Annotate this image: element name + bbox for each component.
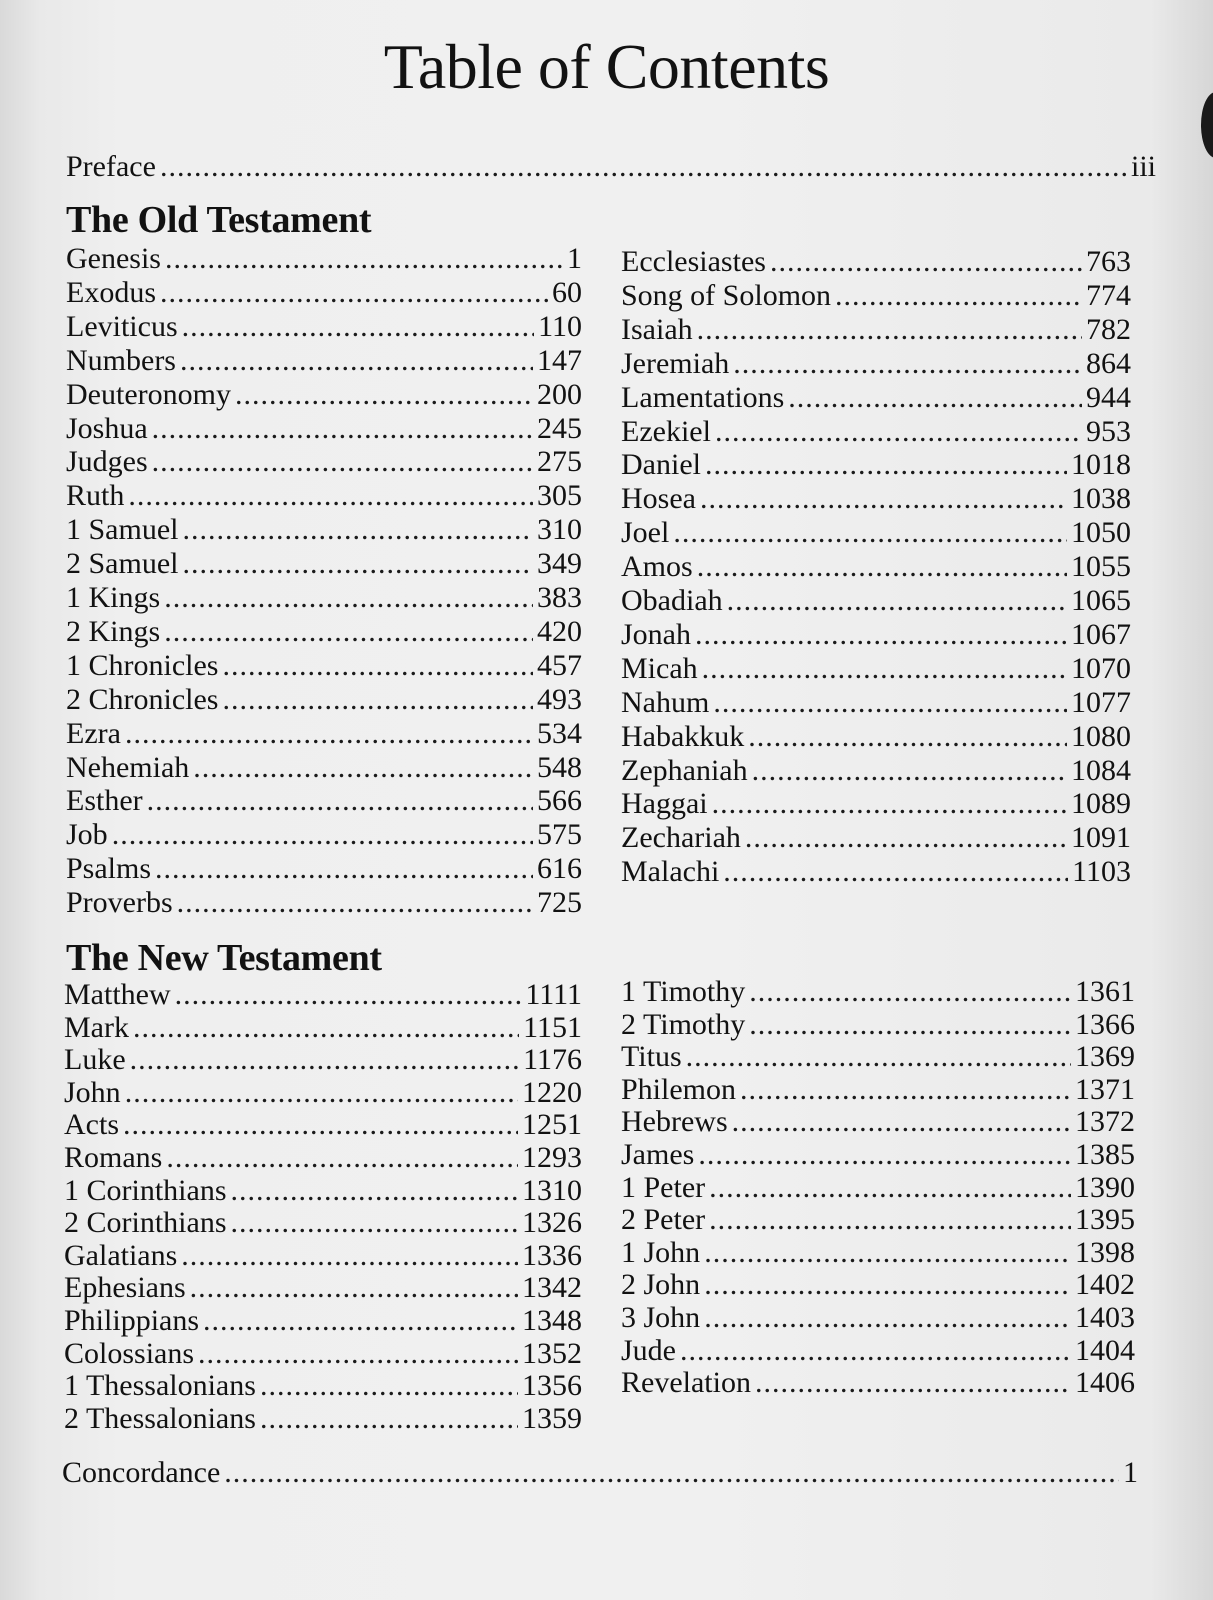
entry-name: Luke bbox=[64, 1043, 126, 1077]
dot-leader bbox=[128, 479, 533, 513]
entry-name: 1 Thessalonians bbox=[64, 1369, 256, 1403]
toc-entry bbox=[66, 547, 582, 581]
entry-name: Acts bbox=[64, 1108, 119, 1142]
dot-leader bbox=[133, 1011, 519, 1045]
toc-entry bbox=[64, 1174, 582, 1208]
toc-entry bbox=[621, 516, 1131, 550]
entry-page: 1111 bbox=[525, 978, 582, 1011]
toc-entry bbox=[66, 649, 582, 683]
entry-name: Zechariah bbox=[621, 821, 741, 855]
entry-name: Nehemiah bbox=[66, 750, 190, 784]
entry-page: 1050 bbox=[1071, 516, 1131, 550]
dot-leader bbox=[165, 242, 563, 276]
entry-page: 349 bbox=[537, 547, 582, 581]
dot-leader bbox=[745, 821, 1067, 855]
entry-name: 1 Peter bbox=[621, 1170, 706, 1204]
dot-leader bbox=[231, 1174, 519, 1208]
toc-entry bbox=[621, 1040, 1135, 1074]
dot-leader bbox=[704, 1268, 1071, 1302]
toc-entry bbox=[64, 1043, 582, 1077]
toc-entry bbox=[621, 245, 1131, 279]
toc-entry bbox=[66, 683, 582, 717]
entry-name: Concordance bbox=[62, 1456, 221, 1489]
entry-page: 493 bbox=[537, 682, 582, 716]
toc-entry bbox=[621, 975, 1135, 1009]
entry-page: 763 bbox=[1086, 245, 1131, 278]
entry-page: 1070 bbox=[1071, 651, 1131, 685]
dot-leader bbox=[704, 1301, 1071, 1335]
entry-page: 1352 bbox=[522, 1336, 582, 1370]
dot-leader bbox=[723, 855, 1068, 889]
entry-name: Micah bbox=[621, 651, 698, 685]
dot-leader bbox=[183, 513, 534, 547]
toc-entry bbox=[66, 513, 582, 547]
entry-name: 2 John bbox=[621, 1268, 701, 1302]
dot-leader bbox=[164, 615, 533, 649]
entry-name: Colossians bbox=[64, 1336, 195, 1370]
entry-name: 2 Chronicles bbox=[66, 682, 219, 716]
entry-page: 534 bbox=[537, 716, 582, 750]
entry-name: Philemon bbox=[621, 1072, 737, 1106]
toc-entry bbox=[621, 855, 1131, 889]
dot-leader bbox=[181, 1239, 518, 1273]
toc-entry bbox=[621, 652, 1131, 686]
entry-name: 2 Peter bbox=[621, 1203, 706, 1237]
entry-page: 1310 bbox=[522, 1173, 582, 1207]
old-testament-heading: The Old Testament bbox=[66, 199, 372, 241]
toc-entry bbox=[621, 1268, 1135, 1302]
toc-entry bbox=[64, 1304, 582, 1338]
entry-page: 616 bbox=[537, 852, 582, 886]
entry-name: 1 John bbox=[621, 1235, 701, 1269]
toc-entry bbox=[66, 378, 582, 412]
entry-page: 1089 bbox=[1071, 787, 1131, 821]
entry-name: Leviticus bbox=[66, 309, 178, 343]
entry-page: 1067 bbox=[1071, 617, 1131, 651]
dot-leader bbox=[125, 717, 533, 751]
entry-page: 1 bbox=[1123, 1456, 1138, 1489]
new-testament-heading: The New Testament bbox=[66, 937, 382, 979]
entry-name: Lamentations bbox=[621, 380, 785, 414]
entry-name: 3 John bbox=[621, 1301, 701, 1334]
dot-leader bbox=[235, 378, 533, 412]
toc-entry bbox=[621, 821, 1131, 855]
toc-entry bbox=[66, 717, 582, 751]
entry-page: 1385 bbox=[1075, 1138, 1135, 1171]
dot-leader bbox=[224, 1456, 1119, 1490]
entry-page: 1404 bbox=[1075, 1333, 1135, 1367]
entry-page: 310 bbox=[537, 513, 582, 547]
entry-page: 457 bbox=[537, 648, 582, 682]
dot-leader bbox=[705, 448, 1067, 482]
preface-entry bbox=[66, 150, 1156, 184]
dot-leader bbox=[733, 347, 1082, 381]
toc-entry bbox=[621, 279, 1131, 313]
entry-page: 944 bbox=[1086, 380, 1131, 414]
toc-entry bbox=[64, 1011, 582, 1045]
toc-entry bbox=[66, 310, 582, 344]
entry-name: Judges bbox=[66, 445, 148, 479]
entry-page: 548 bbox=[537, 750, 582, 784]
dot-leader bbox=[260, 1402, 518, 1436]
entry-page: 774 bbox=[1086, 278, 1131, 312]
dot-leader bbox=[702, 652, 1067, 686]
entry-name: Zephaniah bbox=[621, 753, 748, 787]
entry-name: Job bbox=[66, 818, 108, 852]
toc-entry bbox=[621, 448, 1131, 482]
toc-entry bbox=[621, 618, 1131, 652]
toc-entry bbox=[66, 581, 582, 615]
toc-entry bbox=[66, 445, 582, 479]
dot-leader bbox=[752, 754, 1067, 788]
dot-leader bbox=[166, 1141, 518, 1175]
dot-leader bbox=[147, 784, 533, 818]
entry-name: John bbox=[64, 1075, 121, 1109]
entry-page: 60 bbox=[552, 275, 582, 309]
dot-leader bbox=[749, 975, 1071, 1009]
toc-entry bbox=[64, 1141, 582, 1175]
entry-name: Preface bbox=[66, 150, 156, 183]
entry-page: 1293 bbox=[522, 1141, 582, 1174]
toc-entry bbox=[621, 313, 1131, 347]
entry-page: 1091 bbox=[1071, 821, 1131, 855]
dot-leader bbox=[673, 516, 1067, 550]
entry-page: 1176 bbox=[523, 1043, 582, 1077]
entry-name: 1 Timothy bbox=[621, 975, 746, 1008]
entry-name: Galatians bbox=[64, 1238, 178, 1272]
entry-name: Jonah bbox=[621, 617, 691, 651]
entry-page: 1151 bbox=[523, 1010, 582, 1044]
entry-page: 1326 bbox=[522, 1206, 582, 1240]
entry-name: Philippians bbox=[64, 1304, 200, 1337]
toc-entry bbox=[621, 1334, 1135, 1368]
dot-leader bbox=[112, 818, 533, 852]
entry-name: Ezekiel bbox=[621, 414, 711, 448]
entry-page: 1366 bbox=[1075, 1007, 1135, 1041]
dot-leader bbox=[164, 581, 533, 615]
dot-leader bbox=[700, 482, 1067, 516]
entry-name: 2 Timothy bbox=[621, 1007, 746, 1041]
entry-page: 1080 bbox=[1071, 719, 1131, 753]
dot-leader bbox=[740, 1073, 1071, 1107]
entry-page: 575 bbox=[537, 818, 582, 852]
entry-name: Revelation bbox=[621, 1366, 751, 1400]
toc-entry bbox=[66, 344, 582, 378]
toc-entry bbox=[621, 1203, 1135, 1237]
entry-name: Hebrews bbox=[621, 1105, 728, 1139]
dot-leader bbox=[222, 683, 533, 717]
page-title: Table of Contents bbox=[383, 31, 830, 102]
toc-entry bbox=[621, 686, 1131, 720]
toc-entry bbox=[66, 479, 582, 513]
entry-page: 725 bbox=[537, 886, 582, 920]
entry-name: Ecclesiastes bbox=[621, 245, 766, 278]
dot-leader bbox=[160, 150, 1127, 184]
toc-entry bbox=[621, 754, 1131, 788]
dot-leader bbox=[788, 381, 1082, 415]
entry-name: Obadiah bbox=[621, 584, 723, 617]
entry-page: 1403 bbox=[1075, 1301, 1135, 1334]
entry-name: 2 Kings bbox=[66, 614, 161, 648]
entry-name: 2 Thessalonians bbox=[64, 1401, 256, 1435]
toc-entry bbox=[621, 1073, 1135, 1107]
entry-name: Haggai bbox=[621, 787, 708, 821]
dot-leader bbox=[130, 1043, 519, 1077]
toc-entry bbox=[621, 550, 1131, 584]
entry-page: 782 bbox=[1086, 312, 1131, 346]
entry-name: Hosea bbox=[621, 482, 696, 516]
toc-entry bbox=[621, 1008, 1135, 1042]
entry-page: 1372 bbox=[1075, 1105, 1135, 1139]
dot-leader bbox=[160, 276, 548, 310]
entry-page: 420 bbox=[537, 614, 582, 648]
entry-name: Ezra bbox=[66, 716, 121, 750]
entry-page: 1103 bbox=[1072, 855, 1131, 889]
dot-leader bbox=[182, 310, 534, 344]
toc-entry bbox=[621, 1301, 1135, 1335]
entry-name: 2 Samuel bbox=[66, 547, 179, 581]
entry-name: 2 Corinthians bbox=[64, 1206, 227, 1240]
entry-page: 1406 bbox=[1075, 1366, 1135, 1400]
toc-entry bbox=[66, 615, 582, 649]
entry-name: James bbox=[621, 1138, 695, 1171]
toc-entry bbox=[621, 584, 1131, 618]
toc-entry bbox=[66, 412, 582, 446]
entry-name: Malachi bbox=[621, 855, 720, 889]
dot-leader bbox=[712, 787, 1067, 821]
dot-leader bbox=[155, 852, 533, 886]
entry-page: 1084 bbox=[1071, 753, 1131, 787]
dot-leader bbox=[727, 584, 1067, 618]
entry-page: 1220 bbox=[522, 1075, 582, 1109]
entry-name: Nahum bbox=[621, 685, 710, 719]
dot-leader bbox=[695, 618, 1067, 652]
entry-page: 147 bbox=[537, 343, 582, 377]
dot-leader bbox=[732, 1105, 1071, 1139]
entry-page: 1359 bbox=[522, 1401, 582, 1435]
toc-entry bbox=[66, 852, 582, 886]
entry-page: 275 bbox=[537, 445, 582, 479]
toc-entry bbox=[64, 1108, 582, 1142]
dot-leader bbox=[123, 1108, 518, 1142]
dot-leader bbox=[697, 313, 1082, 347]
dot-leader bbox=[749, 1008, 1071, 1042]
entry-page: 110 bbox=[538, 309, 582, 343]
entry-name: Habakkuk bbox=[621, 719, 745, 753]
dot-leader bbox=[125, 1076, 518, 1110]
entry-name: Matthew bbox=[64, 978, 171, 1011]
entry-name: Exodus bbox=[66, 275, 156, 309]
entry-page: iii bbox=[1130, 150, 1156, 183]
entry-page: 1348 bbox=[522, 1304, 582, 1337]
concordance-entry bbox=[62, 1456, 1138, 1490]
entry-name: Psalms bbox=[66, 852, 152, 886]
entry-page: 1342 bbox=[522, 1271, 582, 1305]
entry-name: Joshua bbox=[66, 411, 148, 445]
toc-entry bbox=[621, 347, 1131, 381]
dot-leader bbox=[203, 1304, 518, 1338]
toc-entry bbox=[66, 751, 582, 785]
entry-name: Isaiah bbox=[621, 312, 693, 346]
entry-name: Mark bbox=[64, 1010, 129, 1044]
entry-name: Daniel bbox=[621, 448, 701, 482]
dot-leader bbox=[231, 1206, 519, 1240]
toc-entry bbox=[66, 818, 582, 852]
entry-page: 1336 bbox=[522, 1238, 582, 1272]
entry-page: 1402 bbox=[1075, 1268, 1135, 1302]
dot-leader bbox=[709, 1171, 1071, 1205]
toc-entry bbox=[621, 1366, 1135, 1400]
toc-entry bbox=[621, 1138, 1135, 1172]
entry-name: 1 Corinthians bbox=[64, 1173, 227, 1207]
entry-name: Romans bbox=[64, 1141, 163, 1174]
entry-name: Ephesians bbox=[64, 1271, 186, 1305]
dot-leader bbox=[697, 550, 1067, 584]
entry-name: Jude bbox=[621, 1333, 676, 1367]
entry-page: 1055 bbox=[1071, 550, 1131, 584]
dot-leader bbox=[260, 1369, 518, 1403]
entry-page: 383 bbox=[537, 581, 582, 614]
entry-name: Numbers bbox=[66, 343, 176, 377]
dot-leader bbox=[748, 720, 1067, 754]
dot-leader bbox=[715, 415, 1082, 449]
entry-page: 1390 bbox=[1075, 1170, 1135, 1204]
dot-leader bbox=[175, 978, 522, 1012]
entry-name: Joel bbox=[621, 516, 670, 550]
entry-page: 1361 bbox=[1075, 975, 1135, 1008]
toc-entry bbox=[621, 1236, 1135, 1270]
entry-page: 200 bbox=[537, 377, 582, 411]
toc-entry bbox=[66, 886, 582, 920]
entry-page: 1018 bbox=[1071, 448, 1131, 482]
dot-leader bbox=[755, 1366, 1071, 1400]
dot-leader bbox=[183, 547, 534, 581]
toc-entry bbox=[64, 1369, 582, 1403]
toc-entry bbox=[66, 784, 582, 818]
dot-leader bbox=[698, 1138, 1071, 1172]
dot-leader bbox=[193, 751, 533, 785]
toc-entry bbox=[64, 1337, 582, 1371]
toc-entry bbox=[64, 978, 582, 1012]
entry-page: 1356 bbox=[522, 1369, 582, 1403]
entry-page: 1251 bbox=[522, 1108, 582, 1142]
toc-entry bbox=[621, 1171, 1135, 1205]
toc-entry bbox=[621, 381, 1131, 415]
entry-page: 1077 bbox=[1071, 685, 1131, 719]
entry-name: Proverbs bbox=[66, 886, 173, 920]
entry-page: 1371 bbox=[1075, 1072, 1135, 1106]
toc-entry bbox=[64, 1402, 582, 1436]
entry-name: Song of Solomon bbox=[621, 278, 832, 312]
entry-name: Deuteronomy bbox=[66, 377, 231, 411]
entry-name: Amos bbox=[621, 550, 693, 584]
dot-leader bbox=[177, 886, 533, 920]
toc-entry bbox=[621, 720, 1131, 754]
entry-name: 1 Chronicles bbox=[66, 648, 219, 682]
entry-page: 1369 bbox=[1075, 1040, 1135, 1074]
entry-page: 1065 bbox=[1071, 584, 1131, 617]
toc-entry bbox=[621, 482, 1131, 516]
entry-name: 1 Kings bbox=[66, 581, 161, 614]
entry-name: Esther bbox=[66, 784, 143, 818]
entry-page: 245 bbox=[537, 411, 582, 445]
entry-page: 566 bbox=[537, 784, 582, 818]
toc-entry bbox=[621, 1105, 1135, 1139]
dot-leader bbox=[680, 1334, 1071, 1368]
entry-page: 1398 bbox=[1075, 1235, 1135, 1269]
toc-entry bbox=[621, 787, 1131, 821]
dot-leader bbox=[713, 686, 1067, 720]
entry-name: Genesis bbox=[66, 242, 161, 275]
toc-entry bbox=[64, 1239, 582, 1273]
toc-entry bbox=[64, 1206, 582, 1240]
entry-page: 1038 bbox=[1071, 482, 1131, 516]
entry-page: 1395 bbox=[1075, 1203, 1135, 1237]
entry-name: Titus bbox=[621, 1040, 682, 1074]
dot-leader bbox=[152, 412, 533, 446]
entry-name: Jeremiah bbox=[621, 346, 730, 380]
dot-leader bbox=[152, 445, 533, 479]
toc-entry bbox=[621, 415, 1131, 449]
dot-leader bbox=[770, 245, 1082, 279]
dot-leader bbox=[190, 1271, 518, 1305]
entry-page: 953 bbox=[1086, 414, 1131, 448]
entry-page: 305 bbox=[537, 479, 582, 513]
entry-page: 864 bbox=[1086, 346, 1131, 380]
dot-leader bbox=[835, 279, 1082, 313]
toc-entry bbox=[64, 1076, 582, 1110]
entry-page: 1 bbox=[567, 242, 582, 275]
toc-entry bbox=[66, 242, 582, 276]
dot-leader bbox=[709, 1203, 1071, 1237]
entry-name: Ruth bbox=[66, 479, 125, 513]
dot-leader bbox=[198, 1337, 518, 1371]
dot-leader bbox=[222, 649, 533, 683]
dot-leader bbox=[686, 1040, 1071, 1074]
dot-leader bbox=[180, 344, 533, 378]
toc-entry bbox=[64, 1271, 582, 1305]
entry-name: 1 Samuel bbox=[66, 513, 179, 547]
toc-entry bbox=[66, 276, 582, 310]
dot-leader bbox=[704, 1236, 1071, 1270]
